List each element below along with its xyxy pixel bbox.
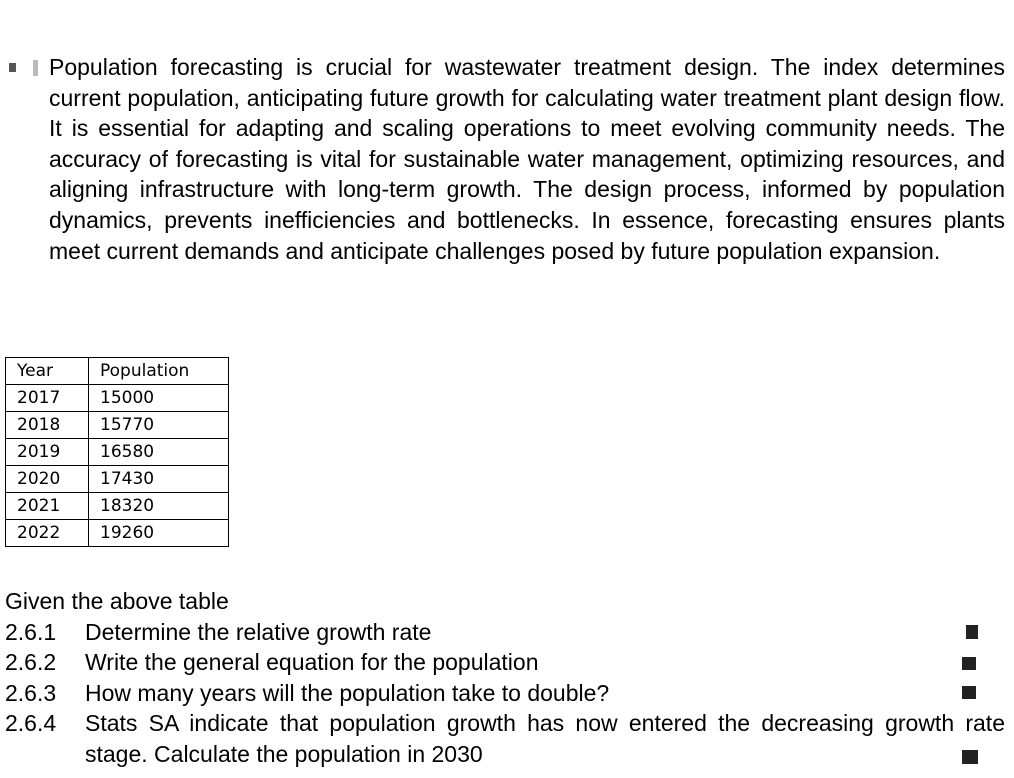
- cell-population: 15000: [89, 385, 229, 412]
- cell-year: 2020: [6, 466, 89, 493]
- redacted-mark: [962, 686, 976, 699]
- question-number: 2.6.1: [5, 618, 57, 645]
- question-text: How many years will the population take to double?: [85, 679, 610, 706]
- cell-year: 2019: [6, 439, 89, 466]
- population-table: [5, 357, 229, 547]
- question-text: Determine the relative growth rate: [85, 618, 432, 645]
- table-row: [6, 412, 229, 439]
- cell-year: 2017: [6, 385, 89, 412]
- cell-year: 2021: [6, 493, 89, 520]
- question-text: Write the general equation for the population: [85, 649, 539, 676]
- table-row: [6, 493, 229, 520]
- question-number: 2.6.4: [5, 710, 57, 737]
- table-header-row: [6, 358, 229, 385]
- cell-population: 15770: [89, 412, 229, 439]
- cell-population: 18320: [89, 493, 229, 520]
- cell-year: 2022: [6, 520, 89, 547]
- question-item: [5, 678, 1005, 709]
- question-item: [5, 708, 1005, 769]
- cell-population: 17430: [89, 466, 229, 493]
- question-number: 2.6.2: [5, 649, 57, 676]
- cell-year: 2018: [6, 412, 89, 439]
- table-row: [6, 520, 229, 547]
- questions-section: [5, 586, 1005, 770]
- cell-population: 16580: [89, 439, 229, 466]
- questions-lead: Given the above table: [5, 588, 229, 614]
- header-population: Population: [89, 358, 229, 385]
- intro-paragraph: Population forecasting is crucial for wastewater treatment design. The index determines current population, anticipating future growth for calculating water treatment plant design flow. It is essential for adapting and scaling operations to meet evolving community needs. The accuracy of forecasting is vital for sustainable water management, optimizing resources, and aligning infrastructure with long-term growth. The design process, informed by population dynamics, prevents inefficiencies and bottlenecks. In essence, forecasting ensures plants meet current demands and anticipate challenges posed by future population expansion.: [49, 54, 1005, 264]
- redacted-mark: [962, 750, 978, 764]
- table-row: [6, 439, 229, 466]
- redacted-marker: [9, 63, 16, 72]
- cell-population: 19260: [89, 520, 229, 547]
- question-number: 2.6.3: [5, 679, 57, 706]
- table-row: [6, 466, 229, 493]
- redacted-mark: [966, 625, 978, 639]
- table-row: [6, 385, 229, 412]
- question-text: Stats SA indicate that population growth has now entered the decreasing growth rate stage. Calculate the population in 2030: [85, 710, 1005, 767]
- header-year: Year: [6, 358, 89, 385]
- redacted-marker: [33, 60, 38, 76]
- question-item: [5, 647, 1005, 678]
- redacted-mark: [962, 657, 976, 670]
- question-item: [5, 617, 1005, 648]
